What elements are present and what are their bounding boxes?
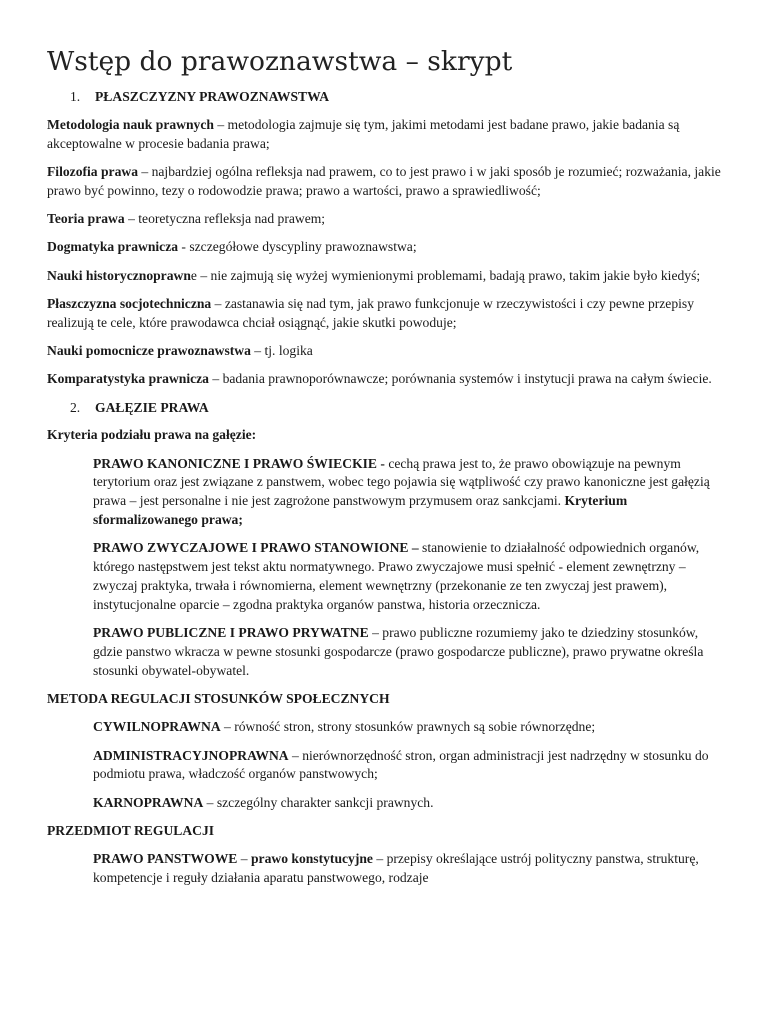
criterion-paragraph (93, 624, 728, 680)
definition-term: Teoria prawa (47, 210, 125, 226)
definition-paragraph (47, 116, 728, 154)
definition-paragraph (47, 342, 728, 361)
subject-term: PRAWO PANSTWOWE (93, 851, 238, 867)
criterion-term: PRAWO PUBLICZNE I PRAWO PRYWATNE (93, 625, 369, 641)
document-title: Wstęp do prawoznawstwa – skrypt (47, 46, 513, 77)
definition-paragraph (47, 295, 728, 333)
method-term: KARNOPRAWNA (93, 794, 204, 810)
definition-text: – badania prawnoporównawcze; porównania systemów i instytucji prawa na całym świecie. (208, 371, 712, 387)
criterion-term: PRAWO ZWYCZAJOWE I PRAWO STANOWIONE – (93, 540, 419, 556)
definition-term: Filozofia prawa (47, 163, 138, 179)
method-paragraph (93, 718, 728, 737)
method-term: CYWILNOPRAWNA (93, 719, 221, 735)
definition-text: – najbardziej ogólna refleksja nad prawem, co to jest prawo i w jaki sposób je rozumieć; rozważania, jakie prawo być powinno, tezy o rodowodzie prawa; prawo a wartości, prawo a sprawiedliwość; (47, 163, 721, 198)
criterion-text: cechą prawa jest to, że prawo obowiązuje na pewnym terytorium oraz jest związane z panstwem, wobec tego pojawia się wątpliwość czy prawo kanoniczne jest gałęzią prawa – jest personalne i nie jest zagrożone panstwowym przymusem oraz sankcjami. (93, 455, 710, 509)
section-heading-1 (47, 88, 728, 107)
definition-text: – metodologia zajmuje się tym, jakimi metodami jest badane prawo, jakie badania są akceptowalne w procesie badania prawa; (47, 116, 680, 151)
definition-term: Nauki pomocnicze prawoznawstwa (47, 342, 251, 358)
section-number: 1. (70, 89, 81, 104)
section-title: PŁASZCZYZNY PRAWOZNAWSTWA (95, 89, 330, 104)
section-title: GAŁĘZIE PRAWA (95, 399, 209, 415)
definition-text: – tj. logika (250, 342, 313, 358)
criterion-text: stanowienie to działalność odpowiednich organów, którego następstwem jest tekst aktu normatywnego. Prawo zwyczajowe musi spełnić - element zewnętrzny – zwyczaj praktyka, trwała i równomierna, element wewnętrzny (przekonanie ze ten zwyczaj jest prawem), instytucjonalne oparcie – zgodna praktyka organów panstwa, historia orzecznicza. (93, 540, 700, 612)
method-heading: METODA REGULACJI STOSUNKÓW SPOŁECZNYCH (47, 690, 390, 706)
method-paragraph (93, 794, 728, 813)
method-term: ADMINISTRACYJNOPRAWNA (93, 747, 289, 763)
method-text: – równość stron, strony stosunków prawnych są sobie równorzędne; (220, 719, 596, 735)
definition-term: Komparatystyka prawnicza (47, 371, 209, 387)
method-text: – nierównorzędność stron, organ administracji jest nadrzędny w stosunku do podmiotu prawa, władczość organów panstwowych; (93, 747, 709, 782)
criterion-text: – prawo publiczne rozumiemy jako te dziedziny stosunków, gdzie panstwo wkracza w pewne stosunki gospodarcze (prawo gospodarcze publiczne), prawo prywatne określa stosunki obywatel-obywatel. (93, 625, 704, 678)
subject-text: – przepisy określające ustrój polityczny panstwa, strukturę, kompetencje i reguły działania aparatu panstwowego, rodzaje (93, 851, 699, 885)
section-number: 2. (70, 399, 81, 415)
section-heading-2 (47, 399, 728, 418)
definition-term: Dogmatyka prawnicza (47, 239, 179, 255)
definition-term: Nauki historycznoprawn (47, 267, 191, 283)
subject-dash: – (237, 851, 251, 867)
definition-paragraph (47, 267, 728, 286)
definition-text: – teoretyczna refleksja nad prawem; (124, 210, 326, 226)
definition-text: – zastanawia się nad tym, jak prawo funkcjonuje w rzeczywistości i czy pewne przepisy realizują te cele, które prawodawca chciał osiągnąć, jakie skutki powoduje; (47, 295, 695, 330)
criterion-paragraph (93, 539, 728, 614)
criterion-paragraph (93, 455, 728, 530)
definition-text: - szczegółowe dyscypliny prawoznawstwa; (178, 239, 417, 255)
criterion-term: PRAWO KANONICZNE I PRAWO ŚWIECKIE - (93, 455, 385, 471)
subject-paragraph (93, 850, 728, 888)
subject-heading: PRZEDMIOT REGULACJI (47, 822, 215, 838)
definition-paragraph (47, 210, 728, 229)
criteria-heading: Kryteria podziału prawa na gałęzie: (47, 427, 257, 443)
method-text: – szczególny charakter sankcji prawnych. (203, 794, 434, 810)
definition-paragraph (47, 163, 728, 201)
criterion-tail: Kryterium sformalizowanego prawa; (93, 493, 628, 528)
definition-paragraph (47, 370, 728, 389)
definition-paragraph (47, 238, 728, 257)
definition-text: e – nie zajmują się wyżej wymienionymi problemami, badają prawo, takim jakie było kiedyś; (190, 267, 701, 283)
method-paragraph (93, 747, 728, 785)
definition-term: Płaszczyzna socjotechniczna (47, 295, 212, 311)
subject-term-2: prawo konstytucyjne (250, 851, 373, 867)
definition-term: Metodologia nauk prawnych (47, 116, 214, 132)
